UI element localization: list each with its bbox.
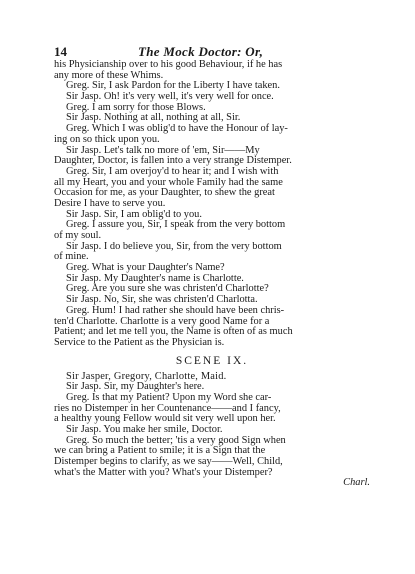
text-line: Greg. What is your Daughter's Name? (66, 262, 225, 274)
text-line: Sir Jasp. Oh! it's very well, it's very well for once. (66, 91, 274, 103)
text-line: Greg. I assure you, Sir, I speak from the very bottom (66, 219, 286, 231)
text-line: ten'd Charlotte. Charlotte is a very good Name for a (54, 315, 270, 327)
text-line: Greg. Which I was oblig'd to have the Honour of lay- (66, 123, 288, 135)
running-title: The Mock Doctor: Or, (138, 44, 264, 59)
text-line: Service to the Patient as the Physician is. (54, 336, 225, 348)
text-line: Greg. I am sorry for those Blows. (66, 101, 206, 113)
text-line: Sir Jasp. Nothing at all, nothing at all, Sir. (66, 112, 241, 124)
text-line: of my soul. (54, 230, 102, 241)
text-line: Greg. Hum! I had rather she should have been chris- (66, 304, 285, 316)
text-line: Patient; and let me tell you, the Name is often of as much (54, 326, 293, 338)
text-line: Greg. So much the better; 'tis a very good Sign when (66, 434, 286, 446)
text-line: Greg. Are you sure she was christen'd Charlotte? (66, 283, 269, 295)
text-line: all my Heart, you and your whole Family had the same (54, 176, 283, 188)
persons-list: Sir Jasper, Gregory, Charlotte, Maid. (66, 370, 227, 382)
page-text (54, 60, 370, 489)
text-line: Sir Jasp. My Daughter's name is Charlotte. (66, 272, 244, 284)
text-line: Sir Jasp. You make her smile, Doctor. (66, 424, 223, 435)
text-line: any more of these Whims. (54, 69, 164, 81)
text-line: Sir Jasp. No, Sir, she was christen'd Charlotta. (66, 294, 258, 306)
text-line: Sir Jasp. Let's talk no more of 'em, Sir——My (66, 144, 260, 156)
text-line: of mine. (54, 251, 89, 263)
text-line: ing on so thick upon you. (54, 133, 160, 145)
text-line: we can bring a Patient to smile; it is a Sign that the (54, 445, 266, 457)
text-line: Occasion for me, as your Daughter, to shew the great (54, 187, 275, 199)
text-line: Distemper begins to clarify, as we say——Well, Child, (54, 456, 283, 468)
text-line: Greg. Sir, I am overjoy'd to hear it; and I wish with (66, 165, 279, 177)
text-line: a healthy young Fellow would sit very well upon her. (54, 413, 276, 425)
text-line: Sir Jasp. Sir, my Daughter's here. (66, 381, 205, 393)
text-line: ries no Distemper in her Countenance——and I fancy, (54, 402, 281, 414)
text-line: Greg. Is that my Patient? Upon my Word she car- (66, 391, 272, 403)
page-number: 14 (54, 44, 67, 59)
text-line: Desire I have to serve you. (54, 197, 166, 209)
text-line: Daughter, Doctor, is fallen into a very strange Distemper. (54, 155, 292, 167)
text-line: Greg. Sir, I ask Pardon for the Liberty I have taken. (66, 80, 280, 92)
page-header (54, 44, 370, 60)
text-line: Sir Jasp. I do believe you, Sir, from the very bottom (66, 240, 282, 252)
text-line: Sir Jasp. Sir, I am oblig'd to you. (66, 208, 202, 220)
text-line: his Physicianship over to his good Behaviour, if he has (54, 59, 283, 70)
catchword: Charl. (343, 477, 370, 489)
text-line: what's the Matter with you? What's your Distemper? (54, 466, 273, 478)
scene-heading: SCENE IX. (175, 354, 249, 367)
